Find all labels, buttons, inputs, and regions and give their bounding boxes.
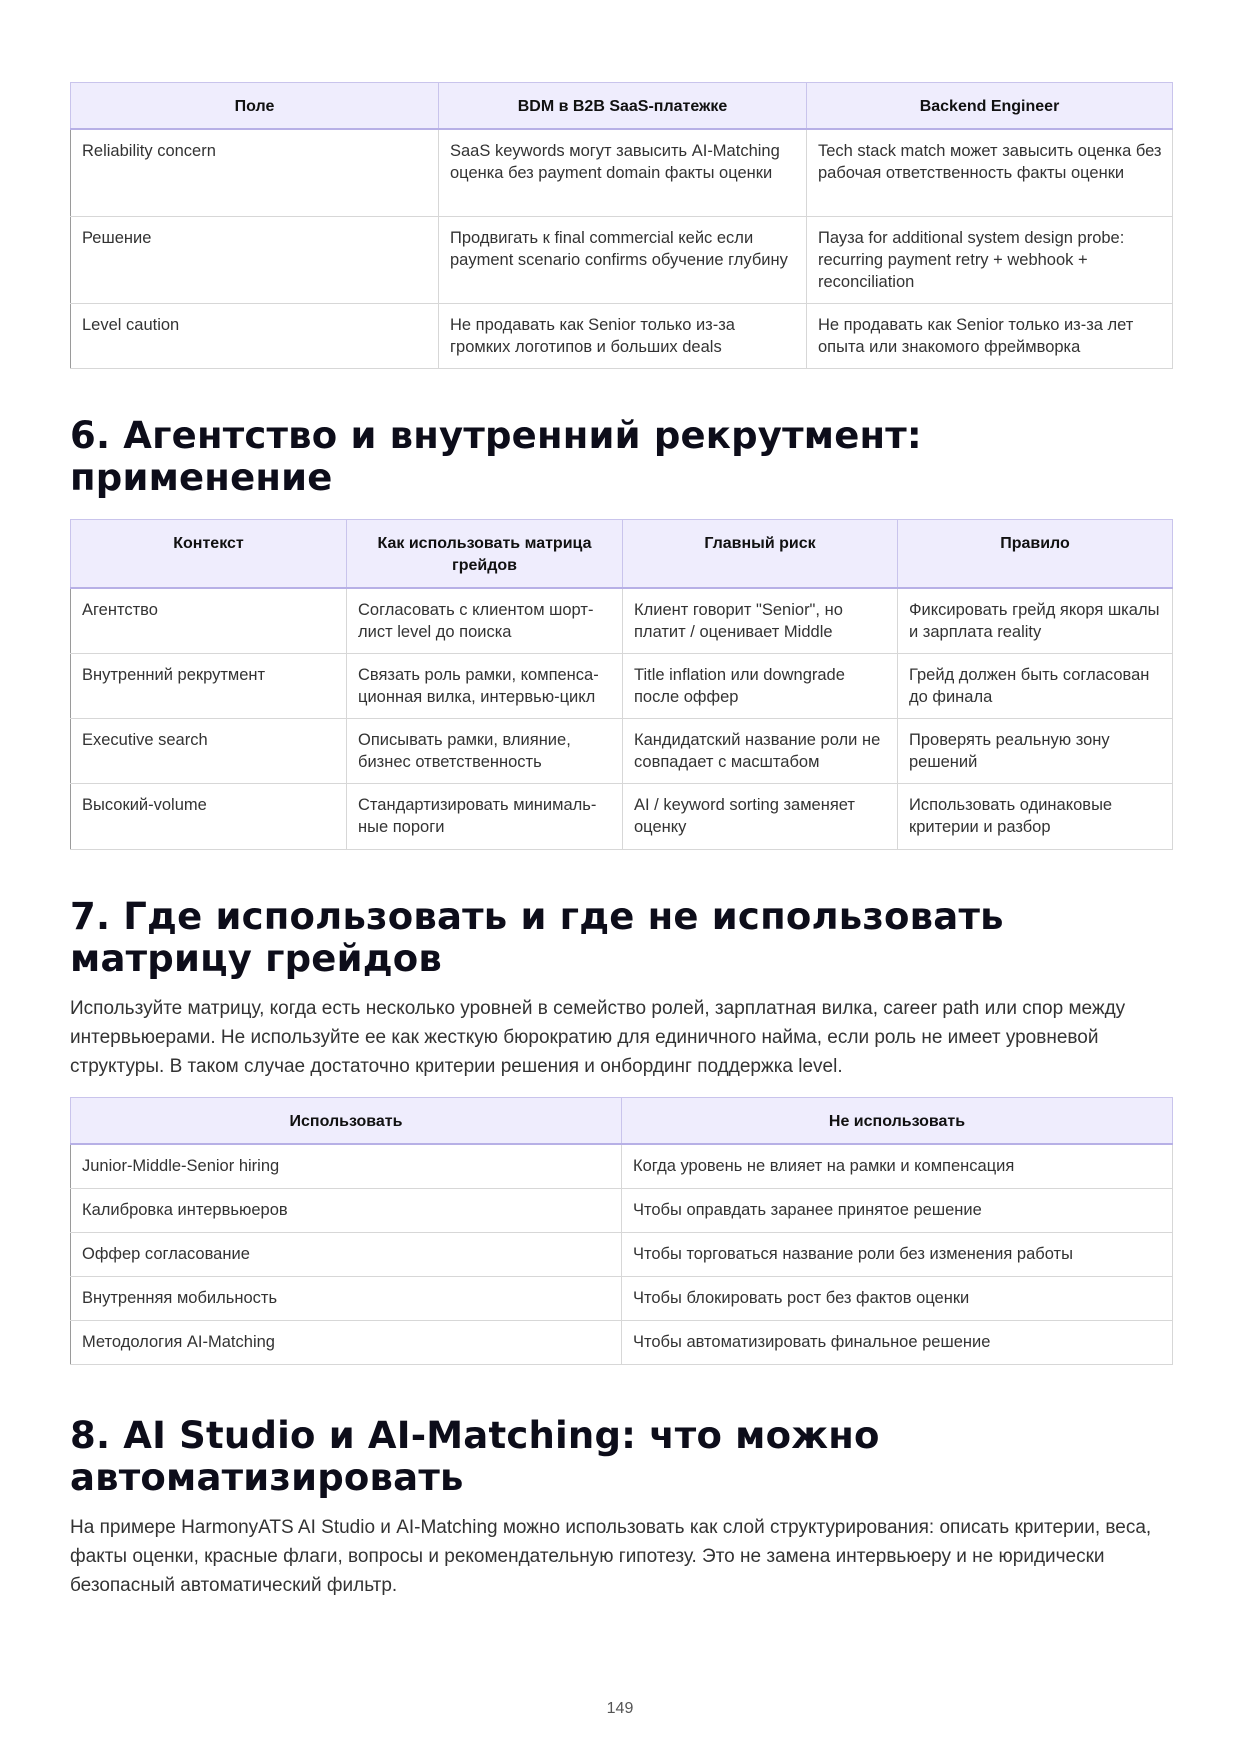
table-row [71,1144,1173,1188]
column-header: Не использовать [622,1098,1173,1145]
table-row [71,1276,1173,1320]
column-header: Правило [898,519,1173,588]
page-content [70,82,1172,1600]
table-row [71,216,1173,303]
usage-table [70,1097,1173,1365]
column-header: Использовать [71,1098,622,1145]
table-row [71,719,1173,784]
table-cell: Агентство [71,588,347,654]
table-cell: Калибровка интервьюеров [71,1188,622,1232]
table-cell: Чтобы оправдать заранее принятое решение [622,1188,1173,1232]
table-row [71,1320,1173,1364]
table-cell: Согласовать с клиентом шортлист level до поиска [347,588,623,654]
table-cell: Чтобы автоматизировать финальное решение [622,1320,1173,1364]
table-cell: Tech stack match может завысить оценка без рабочая ответственность факты оценки [807,129,1173,216]
table-cell: Проверять реальную зону решений [898,719,1173,784]
table-row [71,588,1173,654]
table-cell: Пауза for additional system design probe: recurring payment retry + webhook + reconciliation [807,216,1173,303]
table-cell: Не продавать как Senior только из-за громких логотипов и больших deals [439,303,807,368]
table-header-row [71,519,1173,588]
table-row [71,1232,1173,1276]
table-cell: Reliability concern [71,129,439,216]
table-cell: Внутренняя мобильность [71,1276,622,1320]
table-cell: Level caution [71,303,439,368]
table-cell: Клиент говорит "Senior", но платит / оценивает Middle [623,588,898,654]
column-header: Главный риск [623,519,898,588]
table-cell: Junior-Middle-Senior hiring [71,1144,622,1188]
table-row [71,129,1173,216]
table-row [71,303,1173,368]
table-row [71,1188,1173,1232]
table-cell: Оффер согласование [71,1232,622,1276]
section-heading: 7. Где использовать и где не использовать матрицу грейдов [70,895,1004,980]
context-table [70,519,1173,851]
table-cell: Стандартизировать минимальные пороги [347,784,623,850]
table-row [71,654,1173,719]
table-cell: Executive search [71,719,347,784]
comparison-table [70,82,1173,369]
column-header: Как использовать матрица грейдов [347,519,623,588]
table-cell: Высокий-volume [71,784,347,850]
table-cell: Кандидатский название роли не совпадает с масштабом [623,719,898,784]
table-cell: Чтобы блокировать рост без фактов оценки [622,1276,1173,1320]
table-cell: Грейд должен быть согласован до финала [898,654,1173,719]
section-heading: 6. Агентство и внутренний рекрутмент: применение [70,413,922,499]
section-heading: 8. AI Studio и AI-Matching: что можно автоматизировать [70,1413,880,1499]
table-cell: Использовать одинаковые критерии и разбор [898,784,1173,850]
section-paragraph: На примере HarmonyATS AI Studio и AI-Matching можно использовать как слой структурирования: описать критерии, веса, факты оценки, красные флаги, вопросы и рекомендательную гипотезу. Это не замена интервьюеру и не юридически безопасный автоматический фильтр. [70,1516,1152,1596]
table-cell: Чтобы торговаться название роли без изменения работы [622,1232,1173,1276]
table-cell: Методология AI-Matching [71,1320,622,1364]
table-header-row [71,1098,1173,1145]
table-cell: SaaS keywords могут завысить AI-Matching оценка без payment domain факты оценки [439,129,807,216]
page-number: 149 [606,1700,634,1717]
table-cell: Не продавать как Senior только из-за лет опыта или знакомого фреймворка [807,303,1173,368]
column-header: Backend Engineer [807,83,1173,130]
table-row [71,784,1173,850]
table-cell: Связать роль рамки, компенсационная вилка, интервью-цикл [347,654,623,719]
table-cell: Когда уровень не влияет на рамки и компенсация [622,1144,1173,1188]
table-cell: AI / keyword sorting заменяет оценку [623,784,898,850]
table-cell: Фиксировать грейд якоря шкалы и зарплата reality [898,588,1173,654]
table-cell: Title inflation или downgrade после оффер [623,654,898,719]
table-cell: Продвигать к final commercial кейс если payment scenario confirms обучение глубину [439,216,807,303]
section-paragraph: Используйте матрицу, когда есть несколько уровней в семейство ролей, зарплатная вилка, career path или спор между интервьюерами. Не используйте ее как жесткую бюрократию для единичного найма, если роль не имеет уровневой структуры. В таком случае достаточно критерии решения и онбординг поддержка level. [70,998,1126,1077]
table-cell: Внутренний рекрутмент [71,654,347,719]
table-cell: Решение [71,216,439,303]
column-header: Поле [71,83,439,130]
column-header: Контекст [71,519,347,588]
table-cell: Описывать рамки, влияние, бизнес ответственность [347,719,623,784]
table-header-row [71,83,1173,130]
column-header: BDM в B2B SaaS-платежке [439,83,807,130]
